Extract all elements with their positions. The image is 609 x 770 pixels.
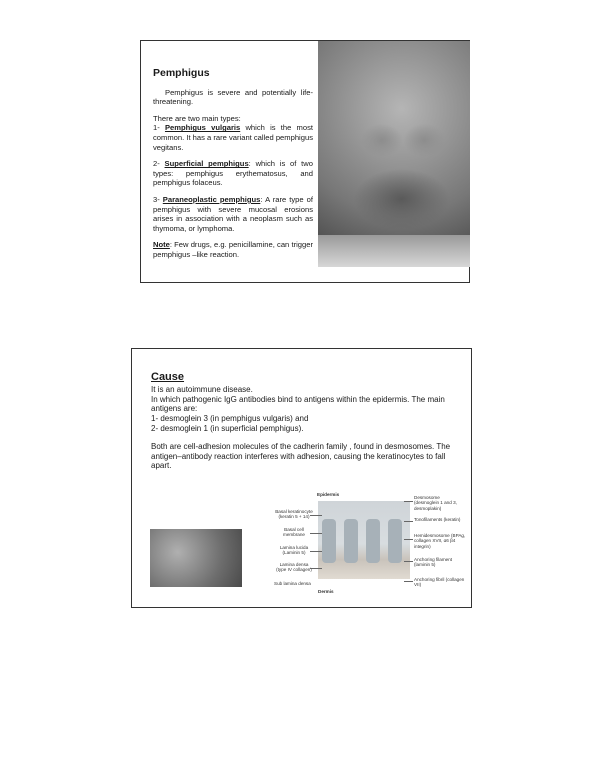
leader-line (310, 551, 322, 552)
cell-shape (322, 519, 336, 563)
slide-pemphigus-text (153, 69, 313, 267)
cause-line-2: In which pathogenic IgG antibodies bind to antigens within the epidermis. The main antigens are: (151, 394, 445, 414)
cell-shape (344, 519, 358, 563)
slide-pemphigus (140, 40, 470, 283)
note-label: Note (153, 240, 170, 250)
photo-cloth (318, 235, 470, 267)
item-number: 3- (153, 194, 163, 204)
leader-line (310, 568, 322, 569)
type-item-1 (153, 123, 313, 152)
right-label-3: Hemidesmosome (BPAg, collagen XVII, α6 β4 integrin) (414, 533, 466, 549)
right-label-4: Anchoring filament (laminin 5) (414, 557, 453, 568)
left-label-3: Lamina lucida (Laminin 5) (279, 545, 309, 556)
micrograph-image (150, 529, 242, 587)
intro-text: Pemphigus is severe and potentially life-threatening. (153, 87, 313, 107)
cause-line-1: It is an autoimmune disease. (151, 384, 253, 394)
left-label-1: Basal keratinocyte (keratin 5 + 14) (275, 509, 313, 520)
item-name: Pemphigus vulgaris (164, 123, 241, 133)
item-text: : which is of two types: pemphigus erythematosus, and pemphigus folaceus. (153, 159, 313, 188)
type-item-2 (153, 159, 313, 188)
leader-line (310, 515, 322, 516)
left-label-4: Lamina densa (type IV collagen) (276, 562, 312, 573)
leader-line (310, 533, 322, 534)
type-item-3 (153, 195, 313, 233)
right-label-5: Anchoring fibril (collagen VII) (414, 577, 465, 588)
slide-title: Pemphigus (153, 67, 210, 79)
right-label-2: Tonofilaments (keratin) (414, 517, 461, 522)
cause-paragraph-2: Both are cell-adhesion molecules of the cadherin family , found in desmosomes. The antigen–antibody reaction interferes with adhesion, causing the keratinocytes to fall apart. (151, 441, 451, 471)
skin-junction-diagram (244, 489, 468, 601)
cell-shape (388, 519, 402, 563)
note (153, 240, 313, 259)
item-name: Superficial pemphigus (164, 159, 249, 169)
leader-line (404, 581, 413, 582)
item-number: 1- (153, 123, 165, 133)
clinical-photo (318, 41, 470, 267)
leader-line (404, 561, 413, 562)
right-label-1: Desmosome (desmoglein 1 and 3, desmoplakin) (414, 495, 457, 511)
cause-line-3: 1- desmoglein 3 (in pemphigus vulgaris) and (151, 414, 309, 424)
item-name: Paraneoplastic pemphigus (162, 194, 261, 204)
item-number: 2- (153, 159, 165, 169)
slide-cause (131, 348, 472, 608)
slide-cause-text (151, 373, 461, 479)
cell-shape (366, 519, 380, 563)
note-text: : Few drugs, e.g. penicillamine, can trigger pemphigus –like reaction. (153, 240, 313, 259)
leader-line (404, 539, 413, 540)
tissue-illustration (318, 501, 410, 579)
leader-line (404, 501, 413, 502)
slide-title: Cause (151, 371, 185, 383)
left-label-2: Basal cell membrane (283, 527, 305, 538)
leader-line (404, 521, 413, 522)
item-text: : A rare type of pemphigus with severe mucosal erosions arises in association with a neoplasm such as thymoma, or lymphoma. (153, 194, 313, 233)
item-text: which is the most common. It has a rare variant called pemphigus vegitans. (153, 123, 313, 152)
types-intro: There are two main types: (153, 113, 241, 123)
diagram-top-label: Epidermis (317, 492, 340, 497)
diagram-bottom-label: Dermis (318, 589, 334, 594)
left-label-5: Sub lamina densa (274, 581, 311, 586)
cause-line-4: 2- desmoglein 1 (in superficial pemphigus). (151, 423, 304, 433)
